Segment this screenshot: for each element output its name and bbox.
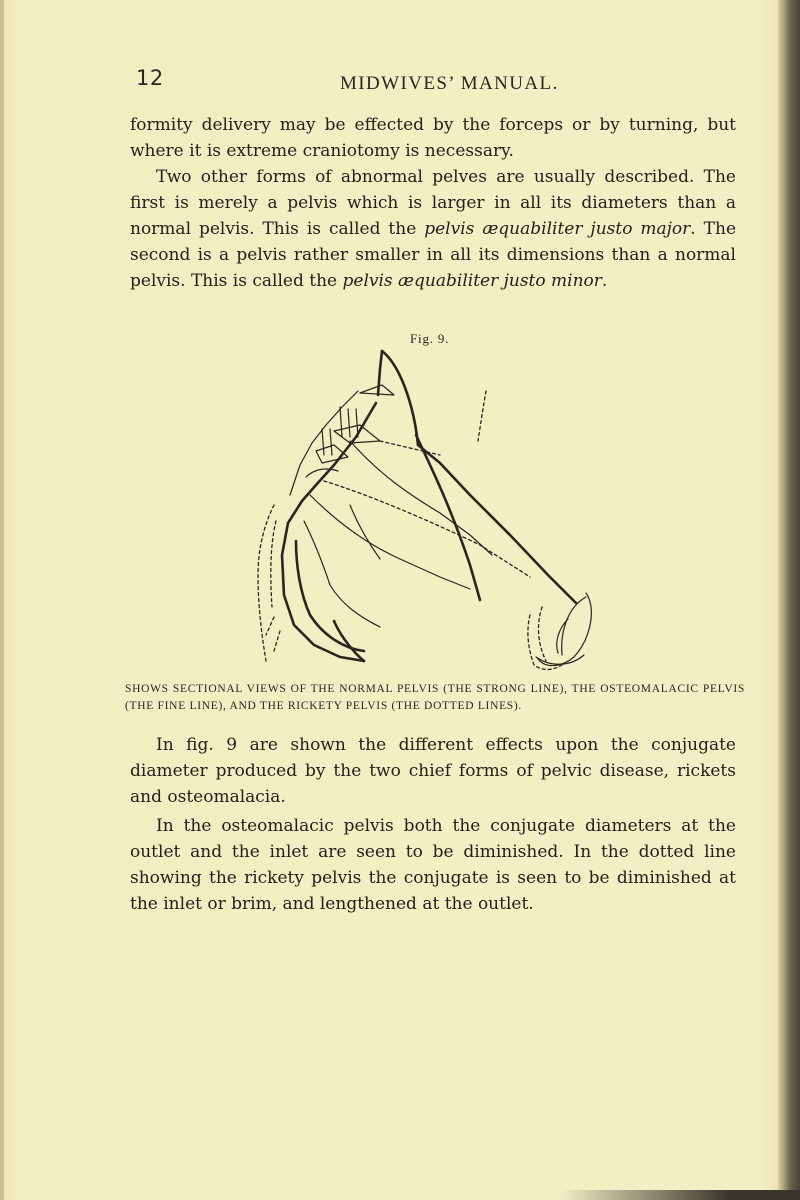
- figure-label: Fig. 9.: [410, 331, 450, 346]
- figure-caption: SHOWS SECTIONAL VIEWS OF THE NORMAL PELVIS (THE STRONG LINE), THE OSTEOMALACIC PELVIS (THE FINE LINE), AND THE RICKETY PELVIS (THE DOTTED LINES).: [125, 683, 745, 712]
- page-header: [0, 66, 800, 96]
- term-justo-major: pelvis æquabiliter justo major: [424, 219, 691, 239]
- page-bottom-shadow: [560, 1190, 800, 1200]
- paragraph-text: Two other forms of abnormal pelves are usually described. The first is merely a pelvis which is larger in all its diameters than a normal pelvis. This is called the: [130, 167, 736, 239]
- page-left-edge: [0, 0, 4, 1200]
- running-head: MIDWIVES’ MANUAL.: [340, 73, 559, 94]
- paragraph-abnormal-pelves: [130, 164, 736, 294]
- paragraph-fig-description: In fig. 9 are shown the different effects upon the conjugate diameter produced by the two chief forms of pelvic disease, rickets and osteomalacia.: [130, 735, 736, 807]
- paragraph-continuation: formity delivery may be effected by the forceps or by turning, but where it is extreme craniotomy is necessary.: [130, 115, 736, 161]
- book-spine-shadow: [778, 0, 800, 1200]
- paragraph-osteomalacic: In the osteomalacic pelvis both the conjugate diameters at the outlet and the inlet are seen to be diminished. In the dotted line showing the rickety pelvis the conjugate is seen to be diminished at the inlet or brim, and lengthened at the outlet.: [130, 816, 736, 914]
- paragraph-text: .: [601, 271, 608, 291]
- paragraph-text: . The second is a pelvis rather smaller in all its dimensions than a normal pelvis. This is called the: [130, 219, 737, 291]
- page-number: 12: [136, 66, 164, 90]
- term-justo-minor: pelvis æquabiliter justo minor: [342, 271, 602, 291]
- pelvis-sectional-figure: [230, 345, 630, 675]
- rickety-pelvis-outline: [258, 391, 562, 670]
